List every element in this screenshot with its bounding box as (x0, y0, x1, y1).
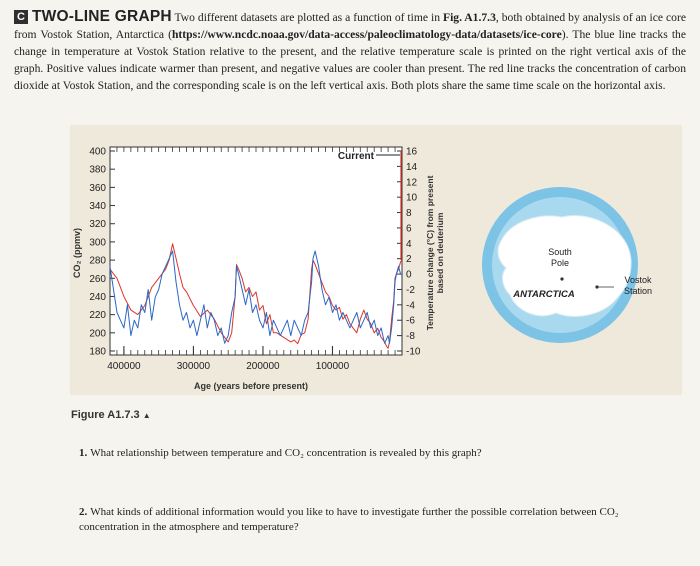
y-left-tick-label: 280 (89, 255, 106, 267)
antarctica-label: ANTARCTICA (513, 289, 575, 300)
y-right-tick-label: -10 (406, 346, 421, 358)
y-left-tick-label: 380 (89, 164, 106, 176)
y-right-tick-label: 16 (406, 146, 418, 158)
vostok-label-line2: Station (623, 286, 653, 296)
y-right-tick-label: -8 (406, 331, 415, 343)
y-left-tick-label: 240 (89, 291, 106, 303)
south-pole-marker (560, 277, 563, 280)
question-1 (79, 446, 679, 461)
y-left-tick-label: 340 (89, 201, 106, 213)
x-axis-label: Age (years before present) (193, 381, 309, 391)
y-left-tick-label: 360 (89, 182, 106, 194)
current-annotation: Current (337, 151, 374, 162)
y-right-tick-label: 6 (406, 223, 412, 235)
x-tick-label: 100000 (315, 361, 350, 372)
south-pole-label-line1: South (548, 247, 572, 257)
y-right-tick-label: -6 (406, 315, 415, 327)
y-left-tick-label: 320 (89, 219, 106, 231)
y-left-tick-label: 200 (89, 328, 106, 340)
y-axis-left-label: CO₂ (ppmv) (72, 228, 82, 278)
section-heading: TWO-LINE GRAPH (32, 8, 172, 25)
y-left-tick-label: 220 (89, 310, 106, 322)
question-number: 2. (79, 506, 88, 518)
intro-text-3: ). The blue line tracks the change in temperature at Vostok Station relative to the present, and the relative temperature scale is printed on the right vertical axis of the graph. Positive values indicate warmer than present, and negative values are cooler than present. The red line tracks the concentration of carbon dioxide at Vostok Station, and the corresponding scale is on the left vertical axis. Both plots share the same time scale on the horizontal axis. (14, 28, 686, 92)
plot-area (110, 147, 402, 355)
antarctica-map (482, 187, 652, 343)
south-pole-label-line2: Pole (550, 258, 570, 268)
vostok-marker (595, 285, 598, 288)
y-axis-right-label-line2: based on deuterium (435, 212, 445, 294)
y-left-tick-label: 260 (89, 273, 106, 285)
section-badge: C (14, 10, 28, 24)
triangle-icon: ▲ (142, 411, 151, 420)
intro-paragraph (14, 8, 686, 94)
x-tick-label: 200000 (246, 361, 280, 372)
question-text: What kinds of additional information would you like to have to investigate further the possible correlation between CO₂ concentration in the atmosphere and temperature? (79, 506, 619, 533)
figure-caption (71, 409, 151, 421)
vostok-label-line1: Vostok (624, 275, 652, 285)
y-left-tick-label: 180 (89, 346, 106, 358)
question-2 (79, 505, 679, 535)
y-right-tick-label: 4 (406, 238, 412, 250)
y-right-tick-label: 2 (406, 254, 412, 266)
dataset-url[interactable]: https://www.ncdc.noaa.gov/data-access/paleoclimatology-data/datasets/ice-core (171, 28, 562, 41)
y-right-tick-label: -4 (406, 300, 415, 312)
y-right-tick-label: 14 (406, 161, 418, 173)
y-right-tick-label: 0 (406, 269, 412, 281)
x-tick-label: 300000 (176, 361, 211, 372)
intro-text-2: , both obtained by analysis of an ice core from Vostok Station, Antarctica ( (14, 11, 686, 41)
figure-panel (70, 125, 682, 395)
y-right-tick-label: 12 (406, 177, 418, 189)
figure-svg (70, 125, 682, 395)
y-right-tick-label: -2 (406, 284, 415, 296)
y-axis-right-label-line1: Temperature change (°C) from present (425, 175, 435, 331)
intro-text-1: Two different datasets are plotted as a function of time in (171, 11, 443, 24)
question-text: What relationship between temperature and CO₂ concentration is revealed by this graph? (90, 447, 482, 459)
figure-reference: Fig. A1.7.3 (442, 11, 496, 24)
y-right-tick-label: 10 (406, 192, 418, 204)
y-left-tick-label: 300 (89, 237, 106, 249)
y-left-tick-label: 400 (89, 146, 106, 158)
x-tick-label: 400000 (107, 361, 141, 372)
figure-caption-text: Figure A1.7.3 (71, 409, 140, 421)
y-right-tick-label: 8 (406, 208, 412, 220)
question-number: 1. (79, 447, 88, 459)
